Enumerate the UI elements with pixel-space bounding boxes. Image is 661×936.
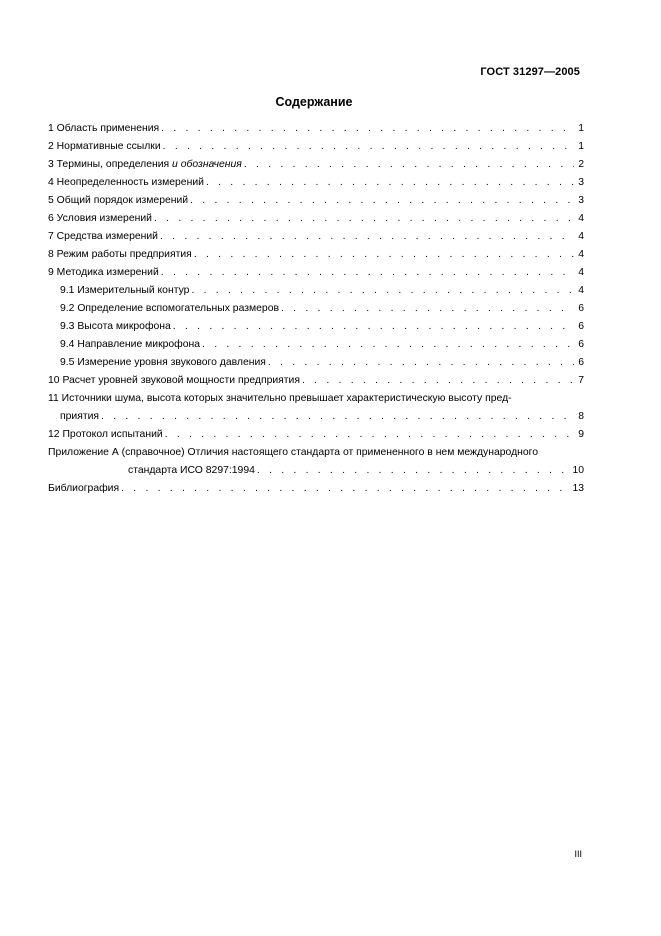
page-number: III (574, 849, 582, 859)
toc-item-4[interactable] (48, 174, 584, 192)
toc-leader-dots (194, 246, 574, 264)
toc-item-7[interactable] (48, 228, 584, 246)
toc-item-label: 5 Общий порядок измерений (48, 195, 189, 206)
toc-item-page: 4 (578, 249, 584, 260)
toc-item-page: 2 (578, 159, 584, 170)
toc-item-label: Библиография (48, 483, 120, 494)
toc-item-label-line2: стандарта ИСО 8297:1994 (128, 465, 255, 476)
toc-leader-dots (202, 336, 574, 354)
toc-item-label: 2 Нормативные ссылки (48, 141, 161, 152)
toc-item-label: 1 Область применения (48, 123, 160, 134)
toc-item-label: 10 Расчет уровней звуковой мощности предприятия (48, 375, 300, 386)
toc-item-page: 9 (578, 429, 584, 440)
toc-item-label-line1: 11 Источники шума, высота которых значительно превышает характеристическую высоту пред- (48, 393, 512, 404)
toc-item-12[interactable] (48, 426, 584, 444)
toc-title: Содержание (275, 95, 353, 109)
table-of-contents (48, 120, 584, 498)
toc-item-9-4[interactable] (48, 336, 584, 354)
toc-leader-dots (101, 408, 574, 426)
toc-item-label: 12 Протокол испытаний (48, 429, 163, 440)
toc-item-page: 6 (578, 339, 584, 350)
toc-item-label: 9 Методика измерений (48, 267, 159, 278)
toc-item-page: 1 (578, 123, 584, 134)
toc-item-page: 6 (578, 321, 584, 332)
toc-item-label: 9.4 Направление микрофона (60, 339, 201, 350)
toc-leader-dots (163, 138, 575, 156)
toc-item-label: 8 Режим работы предприятия (48, 249, 192, 260)
toc-item-5[interactable] (48, 192, 584, 210)
toc-item-label: 4 Неопределенность измерений (48, 177, 204, 188)
toc-item-page: 4 (578, 267, 584, 278)
toc-leader-dots (165, 426, 575, 444)
toc-item-label: 9.2 Определение вспомогательных размеров (60, 303, 279, 314)
toc-leader-dots (173, 318, 574, 336)
toc-leader-dots (190, 192, 574, 210)
toc-item-2[interactable] (48, 138, 584, 156)
toc-item-page: 1 (578, 141, 584, 152)
toc-item-label: 3 Термины, определения (48, 159, 173, 170)
toc-item-bibliography[interactable] (48, 480, 584, 498)
toc-item-page: 3 (578, 195, 584, 206)
toc-item-10[interactable] (48, 372, 584, 390)
toc-item-page: 6 (578, 303, 584, 314)
toc-leader-dots (161, 120, 574, 138)
toc-item-page: 3 (578, 177, 584, 188)
toc-item-page: 6 (578, 357, 584, 368)
toc-leader-dots (244, 156, 574, 174)
toc-leader-dots (121, 480, 568, 498)
toc-item-label-line1: Приложение А (справочное) Отличия настоящего стандарта от примененного в нем международного (48, 447, 539, 458)
toc-item-label: 9.5 Измерение уровня звукового давления (60, 357, 266, 368)
toc-leader-dots (160, 228, 574, 246)
toc-leader-dots (281, 300, 574, 318)
toc-item-label: 9.1 Измерительный контур (60, 285, 190, 296)
toc-leader-dots (268, 354, 574, 372)
toc-item-label: 9.3 Высота микрофона (60, 321, 171, 332)
toc-item-label: 6 Условия измерений (48, 213, 152, 224)
toc-leader-dots (257, 462, 569, 480)
toc-item-9[interactable] (48, 264, 584, 282)
toc-item-8[interactable] (48, 246, 584, 264)
toc-leader-dots (191, 282, 574, 300)
toc-item-9-1[interactable] (48, 282, 584, 300)
toc-leader-dots (302, 372, 574, 390)
toc-item-page: 8 (578, 411, 584, 422)
toc-item-6[interactable] (48, 210, 584, 228)
toc-item-page: 7 (578, 375, 584, 386)
toc-item-appendix-a[interactable] (48, 444, 584, 480)
toc-item-page: 4 (578, 231, 584, 242)
toc-leader-dots (206, 174, 574, 192)
toc-item-label-italic: и обозначения (172, 159, 242, 170)
toc-item-3[interactable] (48, 156, 584, 174)
toc-item-9-3[interactable] (48, 318, 584, 336)
toc-item-page: 4 (578, 213, 584, 224)
toc-item-page: 10 (572, 465, 584, 476)
toc-item-page: 4 (578, 285, 584, 296)
toc-item-label: 7 Средства измерений (48, 231, 158, 242)
toc-item-9-5[interactable] (48, 354, 584, 372)
toc-item-1[interactable] (48, 120, 584, 138)
toc-item-label-line2: приятия (60, 411, 100, 422)
toc-item-9-2[interactable] (48, 300, 584, 318)
toc-item-label-group (48, 156, 244, 174)
standard-number: ГОСТ 31297—2005 (480, 66, 580, 78)
toc-item-page: 13 (572, 483, 584, 494)
toc-item-11[interactable] (48, 390, 584, 426)
toc-leader-dots (154, 210, 574, 228)
toc-leader-dots (161, 264, 574, 282)
